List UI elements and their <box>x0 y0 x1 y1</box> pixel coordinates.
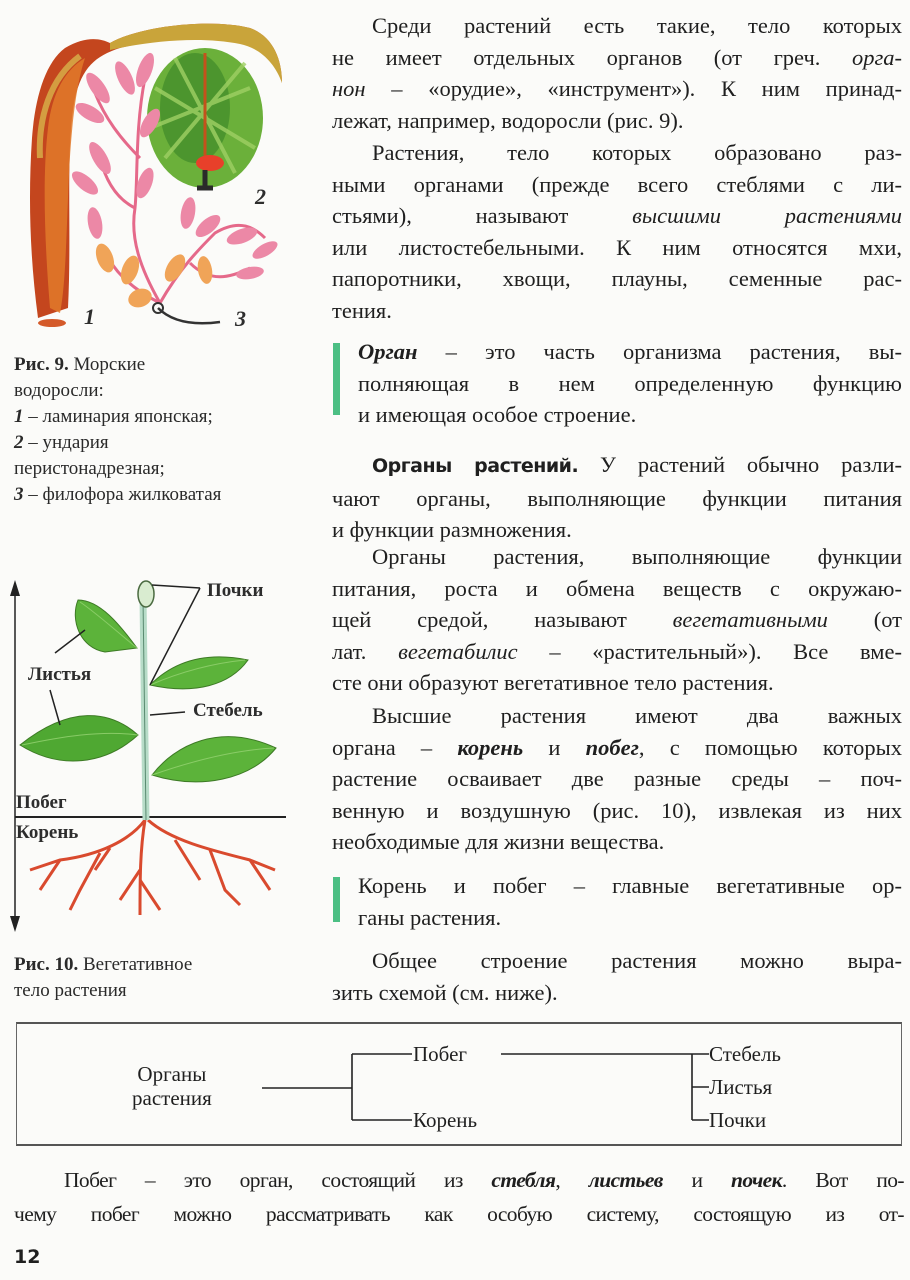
figure-10-caption-title: Рис. 10. <box>14 954 79 975</box>
figure-9-caption-title: Рис. 9. <box>14 354 69 375</box>
paragraph-higher-plants: Растения, тело которых образовано раз- ными органами (прежде всего стеблями с ли- стьями), называют высшими растениями или листостебельными. К ним относятся мхи, папоротники, хвощи, плауны, семенные рас- тения. <box>332 140 902 323</box>
section-organs: Органы растений. У растений обычно разли- чают органы, выполняющие функции питания и функции размножения. <box>332 452 902 543</box>
figure-9-label-1: 1 <box>84 304 95 329</box>
term-vegetabilis: вегетабилис <box>398 638 518 664</box>
scheme-node-buds: Почки <box>709 1108 767 1132</box>
scheme-node-root: Корень <box>413 1108 478 1132</box>
term-stem: стебля <box>491 1168 556 1192</box>
paragraph-two-organs: Высшие растения имеют два важных органа – корень и побег, с помощью которых растение осваивает две разные среды – поч- венную и воздушную (рис. 10), извлекая из них необходимые для жизни вещества. <box>332 703 902 855</box>
term-shoot: побег <box>585 734 639 760</box>
paragraph-shoot-definition: Побег – это орган, состоящий из стебля, листьев и почек. Вот по- чему побег можно рассматривать как особую систему, состоящую из от- <box>14 1168 904 1226</box>
definition-bar <box>333 343 340 415</box>
label-buds: Почки <box>207 580 264 601</box>
figure-9-label-2: 2 <box>255 184 266 209</box>
scheme-node-shoot: Побег <box>413 1042 468 1066</box>
scheme-root-label: Органы растения <box>132 1062 212 1110</box>
figure-10-vegetative-body <box>0 570 300 940</box>
paragraph-vegetative: Органы растения, выполняющие функции питания, роста и обмена веществ с окружаю- щей средой, называют вегетативными (от лат. вегетабилис – «растительный»). Все вме- сте они образуют вегетативное тело растения. <box>332 544 902 696</box>
figure-9-item: перистонадрезная; <box>14 458 165 479</box>
figure-9-label-3: 3 <box>235 306 246 331</box>
figure-9-caption: Рис. 9. Морские водоросли: 1 – ламинария японская; 2 – ундария перистонадрезная; 3 – филофора жилковатая <box>14 352 304 508</box>
page-number: 12 <box>14 1246 41 1268</box>
paragraph-scheme-intro: Общее строение растения можно выра- зить схемой (см. ниже). <box>332 948 902 1005</box>
term-buds: почек <box>731 1168 782 1192</box>
bud <box>138 581 154 607</box>
label-stem: Стебель <box>193 700 263 721</box>
figure-9-item: 2 – ундария <box>14 432 109 453</box>
organ-scheme-diagram <box>16 1022 902 1146</box>
arrow-up-icon <box>10 580 20 596</box>
term-root: корень <box>457 734 524 760</box>
definition-bar <box>333 877 340 922</box>
scheme-node-stem: Стебель <box>709 1042 782 1066</box>
figure-10-caption: Рис. 10. Вегетативное тело растения <box>14 954 193 1001</box>
figure-9-item: 1 – ламинария японская; <box>14 406 213 427</box>
pointer-lines <box>50 585 200 725</box>
label-shoot: Побег <box>16 792 67 813</box>
scheme-node-leaves: Листья <box>709 1075 773 1099</box>
plant-illustration <box>0 570 300 940</box>
arrow-down-icon <box>10 916 20 932</box>
term-higher-plants: высшими растениями <box>632 203 902 229</box>
term-organon: орга- <box>851 44 902 70</box>
figure-9-item: 3 – филофора жилковатая <box>14 484 222 505</box>
label-root: Корень <box>16 822 79 843</box>
section-heading: Органы растений. <box>372 455 579 477</box>
figure-9-seaweeds <box>10 8 300 333</box>
undaria <box>147 48 263 188</box>
term-leaves: листьев <box>588 1168 663 1192</box>
paragraph-intro: Среди растений есть такие, тело которых не имеет отдельных органов (от греч. орга- нон – «орудие», «инструмент»). К ним принад- лежат, например, водоросли (рис. 9). <box>332 13 902 133</box>
seaweed-illustration <box>10 8 300 333</box>
definition-main-organs: Корень и побег – главные вегетативные ор- ганы растения. <box>358 873 902 930</box>
definition-organ: Орган – это часть организма растения, вы- полняющая в нем определенную функцию и имеющая особое строение. <box>358 339 902 428</box>
label-leaves: Листья <box>28 664 92 685</box>
term-vegetative: вегетативными <box>672 607 828 633</box>
term-organ: Орган <box>358 339 418 364</box>
